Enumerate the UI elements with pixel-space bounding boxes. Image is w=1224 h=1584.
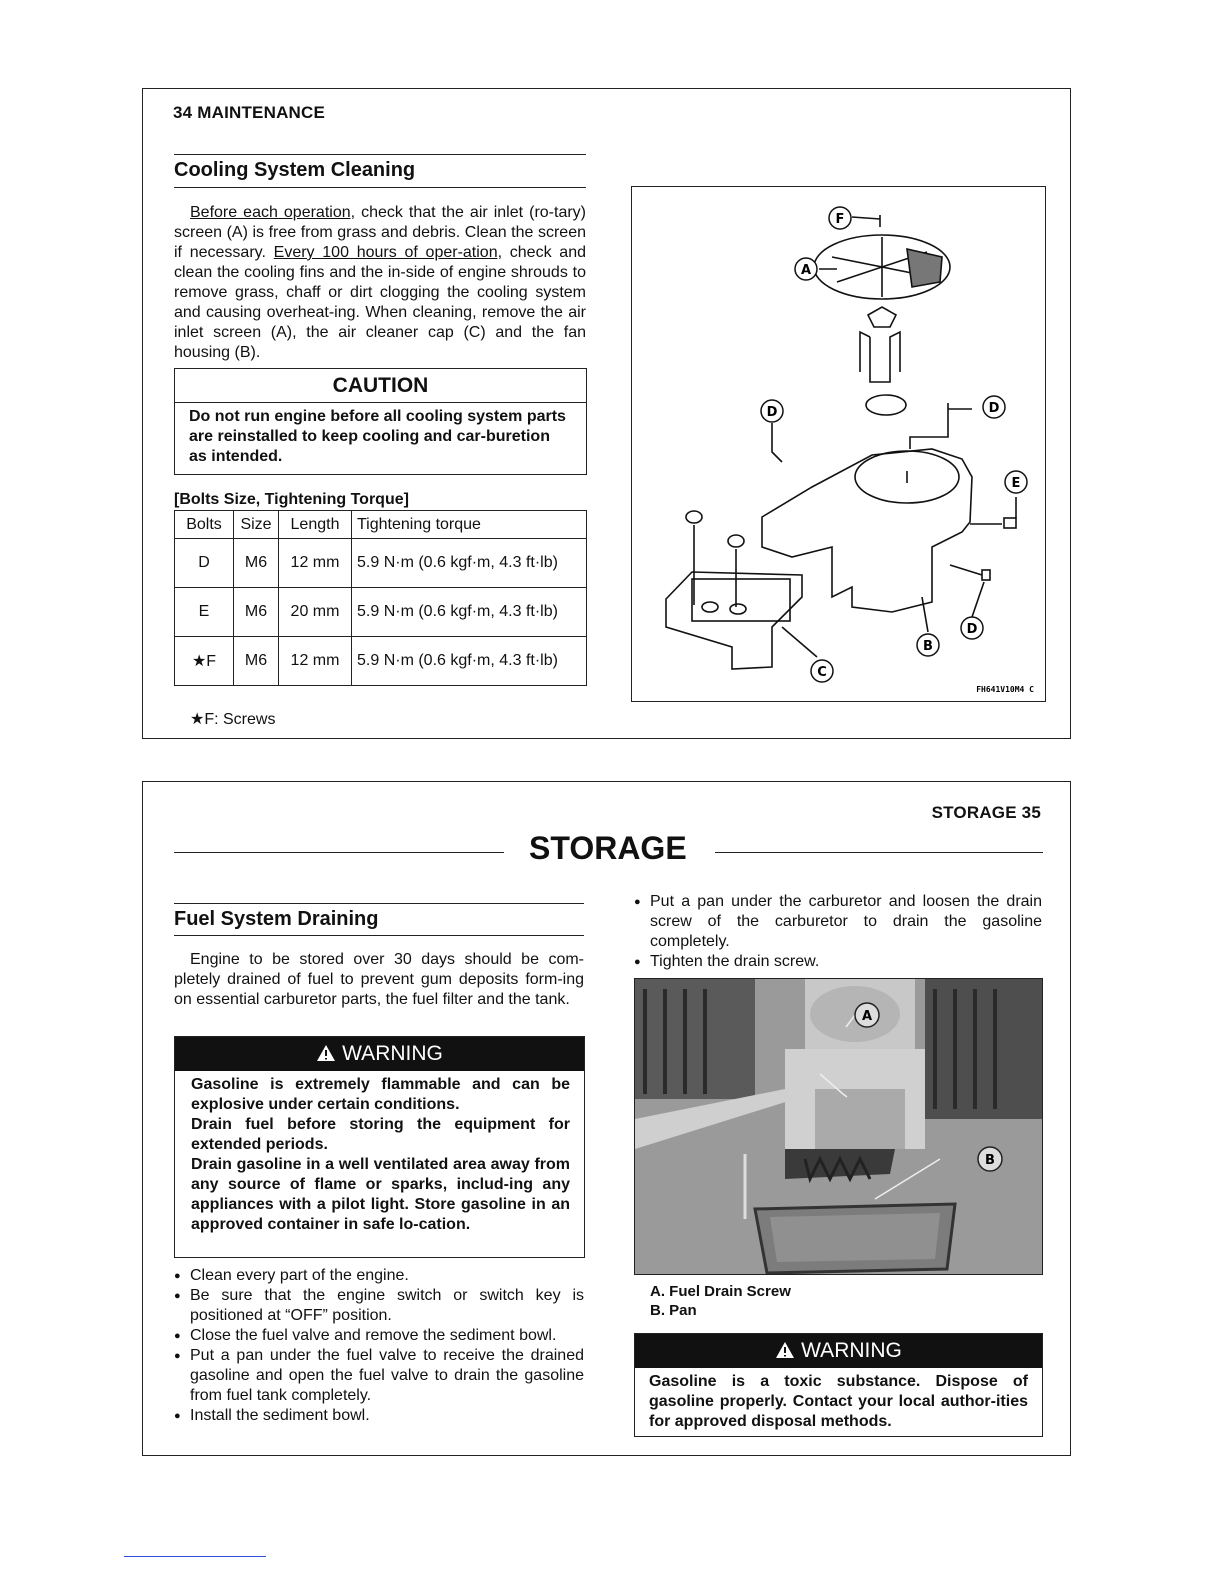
cell-size: M6 <box>234 588 279 637</box>
screen-mesh <box>907 249 942 287</box>
section-rule-bottom <box>174 935 584 936</box>
callout-d-left-text: D <box>766 405 778 420</box>
photo-illustration <box>635 979 1042 1274</box>
warning-title: WARNING <box>801 1339 902 1362</box>
caption-b: B. Pan <box>650 1302 697 1319</box>
warning-box-right <box>634 1333 1043 1437</box>
caution-title: CAUTION <box>175 369 586 403</box>
cell-torque: 5.9 N·m (0.6 kgf·m, 4.3 ft·lb) <box>352 637 587 686</box>
warning-line: Drain fuel before storing the equipment for extended periods. <box>191 1116 570 1153</box>
warning-header <box>175 1037 584 1071</box>
photo-callout-a-text: A <box>861 1009 873 1024</box>
bottom-link-underline <box>124 1556 266 1557</box>
photo-callout-b-text: B <box>985 1153 995 1168</box>
list-item: ● Close the fuel valve and remove the sediment bowl. <box>174 1326 584 1346</box>
photo-captions <box>650 1282 791 1320</box>
list-item: ● Put a pan under the fuel valve to receive the drained gasoline and open the fuel valve to drain the gasoline from fuel tank completely. <box>174 1346 584 1406</box>
table-row <box>175 637 587 686</box>
underlined-text-2: Every 100 hours of oper-ation, <box>273 244 503 261</box>
cell-length: 12 mm <box>279 637 352 686</box>
page-35-panel <box>142 781 1071 1456</box>
table-header-row <box>175 511 587 539</box>
intro-text-2: check and clean the cooling fins and the in-side of engine shrouds to remove grass, chaff or dirt clogging the cooling system and causing overheat-ing. When cleaning, remove the air inlet screen (A), the air cleaner cap (C) and the fan housing (B). <box>174 244 587 361</box>
intro-text-1: check that the air inlet (ro-tary) screen (A) is free from grass and debris. Clean the screen if necessary. <box>174 204 586 261</box>
caution-box <box>174 368 587 475</box>
page-header-35: STORAGE 35 <box>931 803 1041 822</box>
warning-title: WARNING <box>342 1042 443 1065</box>
warning-triangle-icon <box>316 1039 336 1057</box>
callout-d-top-right-text: D <box>988 401 1000 416</box>
warning-line: Drain gasoline in a well ventilated area away from any source of flame or sparks, includ-ing any appliances with a pilot light. Store gasoline in an approved container in safe lo-cation. <box>191 1156 570 1233</box>
callout-b-text: B <box>923 639 933 654</box>
cell-bolt: E <box>175 588 234 637</box>
chapter-title: STORAGE <box>529 830 687 866</box>
cooling-parts-figure <box>631 186 1046 702</box>
section-rule-top <box>174 154 586 155</box>
bolts-torque-table <box>174 510 587 686</box>
fan-housing <box>762 449 972 612</box>
right-bullet-list <box>634 892 1042 972</box>
list-item: ● Clean every part of the engine. <box>174 1266 584 1286</box>
cell-length: 20 mm <box>279 588 352 637</box>
page-header-34: 34 MAINTENANCE <box>173 103 326 122</box>
underlined-text-1: Before each operation, <box>190 204 356 221</box>
cell-torque: 5.9 N·m (0.6 kgf·m, 4.3 ft·lb) <box>352 539 587 588</box>
bolt-e <box>1004 518 1016 528</box>
list-item: ● Install the sediment bowl. <box>174 1406 584 1426</box>
col-header-torque: Tightening torque <box>352 511 587 539</box>
list-item: ● Tighten the drain screw. <box>634 952 1042 972</box>
bolt-d-right <box>982 570 990 580</box>
warning-body: Gasoline is a toxic substance. Dispose of gasoline properly. Contact your local author-ities for approved disposal methods. <box>649 1373 1028 1430</box>
warning-box-left <box>174 1036 585 1258</box>
warning-triangle-icon <box>775 1336 795 1354</box>
chapter-rule-left <box>174 852 504 853</box>
col-header-length: Length <box>279 511 352 539</box>
section-rule-bottom <box>174 187 586 188</box>
callout-f-text: F <box>835 212 845 227</box>
chapter-rule-right <box>715 852 1043 853</box>
caption-a: A. Fuel Drain Screw <box>650 1283 791 1300</box>
page-34-panel <box>142 88 1071 739</box>
cap-inner <box>692 579 790 621</box>
cell-bolt: ★F <box>175 637 234 686</box>
cap-knob-left <box>686 511 702 523</box>
table-row <box>175 539 587 588</box>
cell-torque: 5.9 N·m (0.6 kgf·m, 4.3 ft·lb) <box>352 588 587 637</box>
fuel-intro-paragraph: Engine to be stored over 30 days should be com-pletely drained of fuel to prevent gum deposits form-ing on essential carburetor parts, the fuel filter and the tank. <box>174 951 584 1008</box>
table-footnote: ★F: Screws <box>190 711 276 728</box>
figure-code: FH641V10M4 C <box>976 685 1034 694</box>
left-bullet-list <box>174 1266 584 1426</box>
exploded-diagram <box>632 187 1045 701</box>
section-rule-top <box>174 903 584 904</box>
callout-c-text: C <box>817 665 827 680</box>
cell-bolt: D <box>175 539 234 588</box>
section-title-fuel: Fuel System Draining <box>174 908 379 930</box>
caution-body: Do not run engine before all cooling system parts are reinstalled to keep cooling and car-buretion as intended. <box>189 408 566 465</box>
cap-knob-right <box>728 535 744 547</box>
warning-line: Gasoline is extremely flammable and can be explosive under certain conditions. <box>191 1076 570 1113</box>
callout-d-bottom-right-text: D <box>966 622 978 637</box>
cooling-intro-paragraph <box>174 203 586 363</box>
table-title: [Bolts Size, Tightening Torque] <box>174 491 409 508</box>
retainer-nut <box>866 395 906 415</box>
retainer-star <box>868 307 896 327</box>
warning-header <box>635 1334 1042 1368</box>
table-row <box>175 588 587 637</box>
col-header-size: Size <box>234 511 279 539</box>
cell-size: M6 <box>234 637 279 686</box>
cell-size: M6 <box>234 539 279 588</box>
list-item: ● Be sure that the engine switch or switch key is positioned at “OFF” position. <box>174 1286 584 1326</box>
callout-e-text: E <box>1011 476 1021 491</box>
list-item: ● Put a pan under the carburetor and loosen the drain screw of the carburetor to drain the gasoline completely. <box>634 892 1042 952</box>
col-header-bolts: Bolts <box>175 511 234 539</box>
carburetor-photo <box>634 978 1043 1275</box>
retainer-bracket <box>860 332 900 382</box>
warning-body <box>175 1071 584 1235</box>
section-title-cooling: Cooling System Cleaning <box>174 159 416 181</box>
cell-length: 12 mm <box>279 539 352 588</box>
callout-a-text: A <box>800 263 812 278</box>
